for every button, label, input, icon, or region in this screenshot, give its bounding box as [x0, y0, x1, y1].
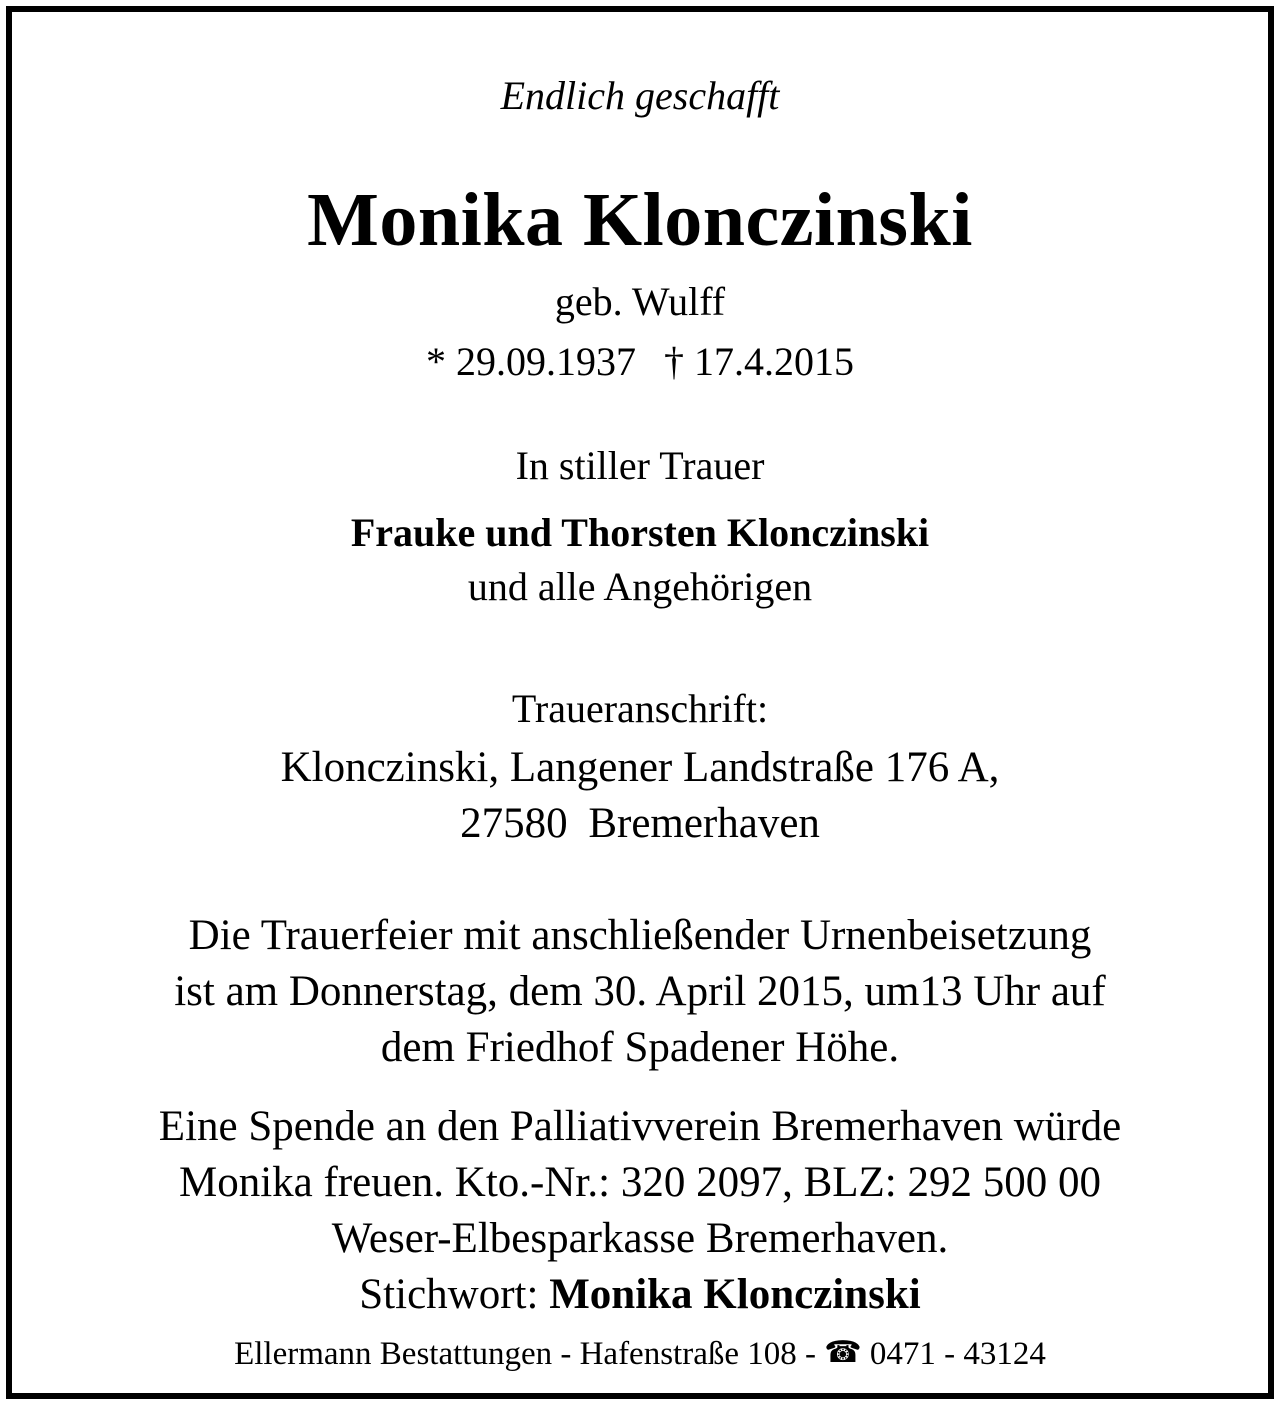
address-postcode: 27580: [460, 800, 568, 847]
ceremony-line-1: Die Trauerfeier mit anschließender Urnenbeisetzung: [188, 912, 1092, 959]
birth-name: geb. Wulff: [554, 279, 726, 324]
keyword-value: Monika Klonczinski: [549, 1271, 921, 1318]
motto: Endlich geschafft: [500, 73, 780, 118]
obituary-notice: [6, 6, 1274, 1399]
funeral-home-phone: 0471 - 43124: [869, 1336, 1046, 1372]
birth-date: * 29.09.1937: [426, 339, 636, 384]
address-city: Bremerhaven: [588, 800, 820, 847]
funeral-home-street: Hafenstraße 108: [579, 1336, 797, 1372]
telephone-icon: ☎: [824, 1336, 862, 1369]
donation-line-2: Monika freuen. Kto.-Nr.: 320 2097, BLZ: 292 500 00: [178, 1159, 1101, 1206]
address-line: Klonczinski, Langener Landstraße 176 A,: [280, 744, 1000, 791]
keyword-label: Stichwort:: [359, 1271, 539, 1318]
footer-separator: -: [560, 1336, 572, 1372]
mourning-intro: In stiller Trauer: [515, 443, 765, 488]
death-date: † 17.4.2015: [664, 339, 854, 384]
address-label: Traueranschrift:: [511, 686, 769, 731]
mourners: Frauke und Thorsten Klonczinski: [350, 510, 930, 555]
donation-line-3: Weser-Elbesparkasse Bremerhaven.: [331, 1215, 949, 1262]
address-city-line: [12, 799, 1268, 848]
ceremony-line-3: dem Friedhof Spadener Höhe.: [380, 1024, 900, 1071]
mourners-extra: und alle Angehörigen: [467, 564, 813, 609]
ceremony-line-2: ist am Donnerstag, dem 30. April 2015, um13 Uhr auf: [174, 968, 1106, 1015]
funeral-home-footer: [12, 1336, 1268, 1373]
life-dates: [12, 338, 1268, 385]
footer-separator: -: [805, 1336, 817, 1372]
donation-keyword: [12, 1270, 1268, 1319]
donation-line-1: Eine Spende an den Palliativverein Bremerhaven würde: [158, 1103, 1122, 1150]
funeral-home-name: Ellermann Bestattungen: [234, 1336, 553, 1372]
deceased-name: Monika Klonczinski: [307, 178, 973, 262]
